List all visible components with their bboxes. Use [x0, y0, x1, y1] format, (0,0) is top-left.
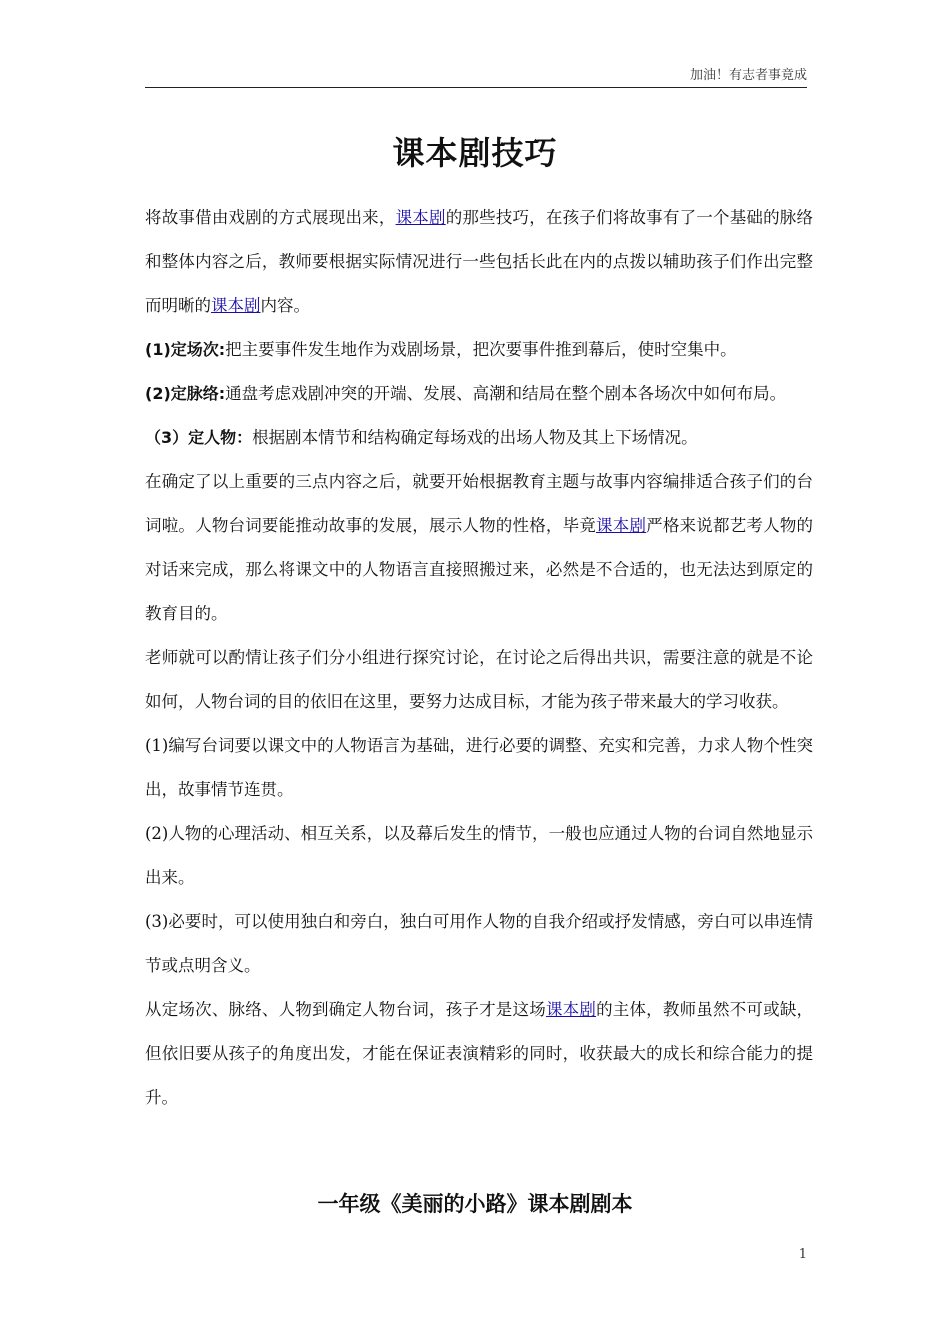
kebenju-link[interactable]: 课本剧 [395, 208, 446, 227]
kebenju-link[interactable]: 课本剧 [545, 1000, 597, 1019]
text-run: 把主要事件发生地作为戏剧场景，把次要事件推到幕后，使时空集中。 [225, 340, 737, 359]
step-label: (2)定脉络: [145, 384, 226, 403]
paragraph-intro [145, 196, 813, 328]
text-run: 严格来说都艺考人物的对话来完成，那么将课文中的人物语言直接照搬过来，必然是不合适的，也无法达到原定的教育目的。 [145, 516, 814, 623]
text-run: 将故事借由戏剧的方式展现出来， [145, 208, 396, 227]
section-subtitle: 一年级《美丽的小路》课本剧剧本 [317, 1192, 633, 1216]
paragraph-tip-1: (1)编写台词要以课文中的人物语言为基础，进行必要的调整、充实和完善，力求人物个性突出，故事情节连贯。 [145, 736, 813, 799]
paragraph-tip-3: (3)必要时，可以使用独白和旁白，独白可用作人物的自我介绍或抒发情感，旁白可以串连情节或点明含义。 [145, 912, 813, 975]
paragraph-conclusion [145, 988, 813, 1120]
paragraph-step-3 [145, 416, 813, 460]
page-number: 1 [798, 1247, 807, 1262]
text-run: 通盘考虑戏剧冲突的开端、发展、高潮和结局在整个剧本各场次中如何布局。 [225, 384, 787, 403]
paragraph-discussion: 老师就可以酌情让孩子们分小组进行探究讨论，在讨论之后得出共识，需要注意的就是不论如何，人物台词的目的依旧在这里，要努力达成目标，才能为孩子带来最大的学习收获。 [145, 648, 813, 711]
document-title: 课本剧技巧 [392, 134, 558, 172]
kebenju-link[interactable]: 课本剧 [596, 516, 647, 535]
text-run: 的那些技巧，在孩子们将故事有了一个基础的脉络和整体内容之后，教师要根据实际情况进行一些包括长此在内的点拨以辅助孩子们作出完整而明晰的 [145, 208, 814, 315]
page-header: 加油！有志者事竟成 [145, 64, 807, 88]
step-label: (1)定场次: [145, 340, 226, 359]
text-run: 在确定了以上重要的三点内容之后，就要开始根据教育主题与故事内容编排适合孩子们的台词啦。人物台词要能推动故事的发展，展示人物的性格，毕竟 [145, 472, 813, 535]
text-run: 根据剧本情节和结构确定每场戏的出场人物及其上下场情况。 [252, 428, 698, 447]
text-run: 的主体，教师虽然不可或缺，但依旧要从孩子的角度出发，才能在保证表演精彩的同时，收获最大的成长和综合能力的提升。 [145, 1000, 814, 1107]
text-run: 从定场次、脉络、人物到确定人物台词，孩子才是这场 [145, 1000, 546, 1019]
paragraph-dialogue [145, 460, 813, 636]
kebenju-link[interactable]: 课本剧 [211, 296, 261, 315]
paragraph-step-1 [145, 328, 813, 372]
document-body [145, 196, 813, 1120]
paragraph-step-2 [145, 372, 813, 416]
text-run: 内容。 [260, 296, 310, 315]
step-label: （3）定人物： [145, 428, 253, 447]
paragraph-tip-2: (2)人物的心理活动、相互关系，以及幕后发生的情节，一般也应通过人物的台词自然地显示出来。 [145, 824, 813, 887]
